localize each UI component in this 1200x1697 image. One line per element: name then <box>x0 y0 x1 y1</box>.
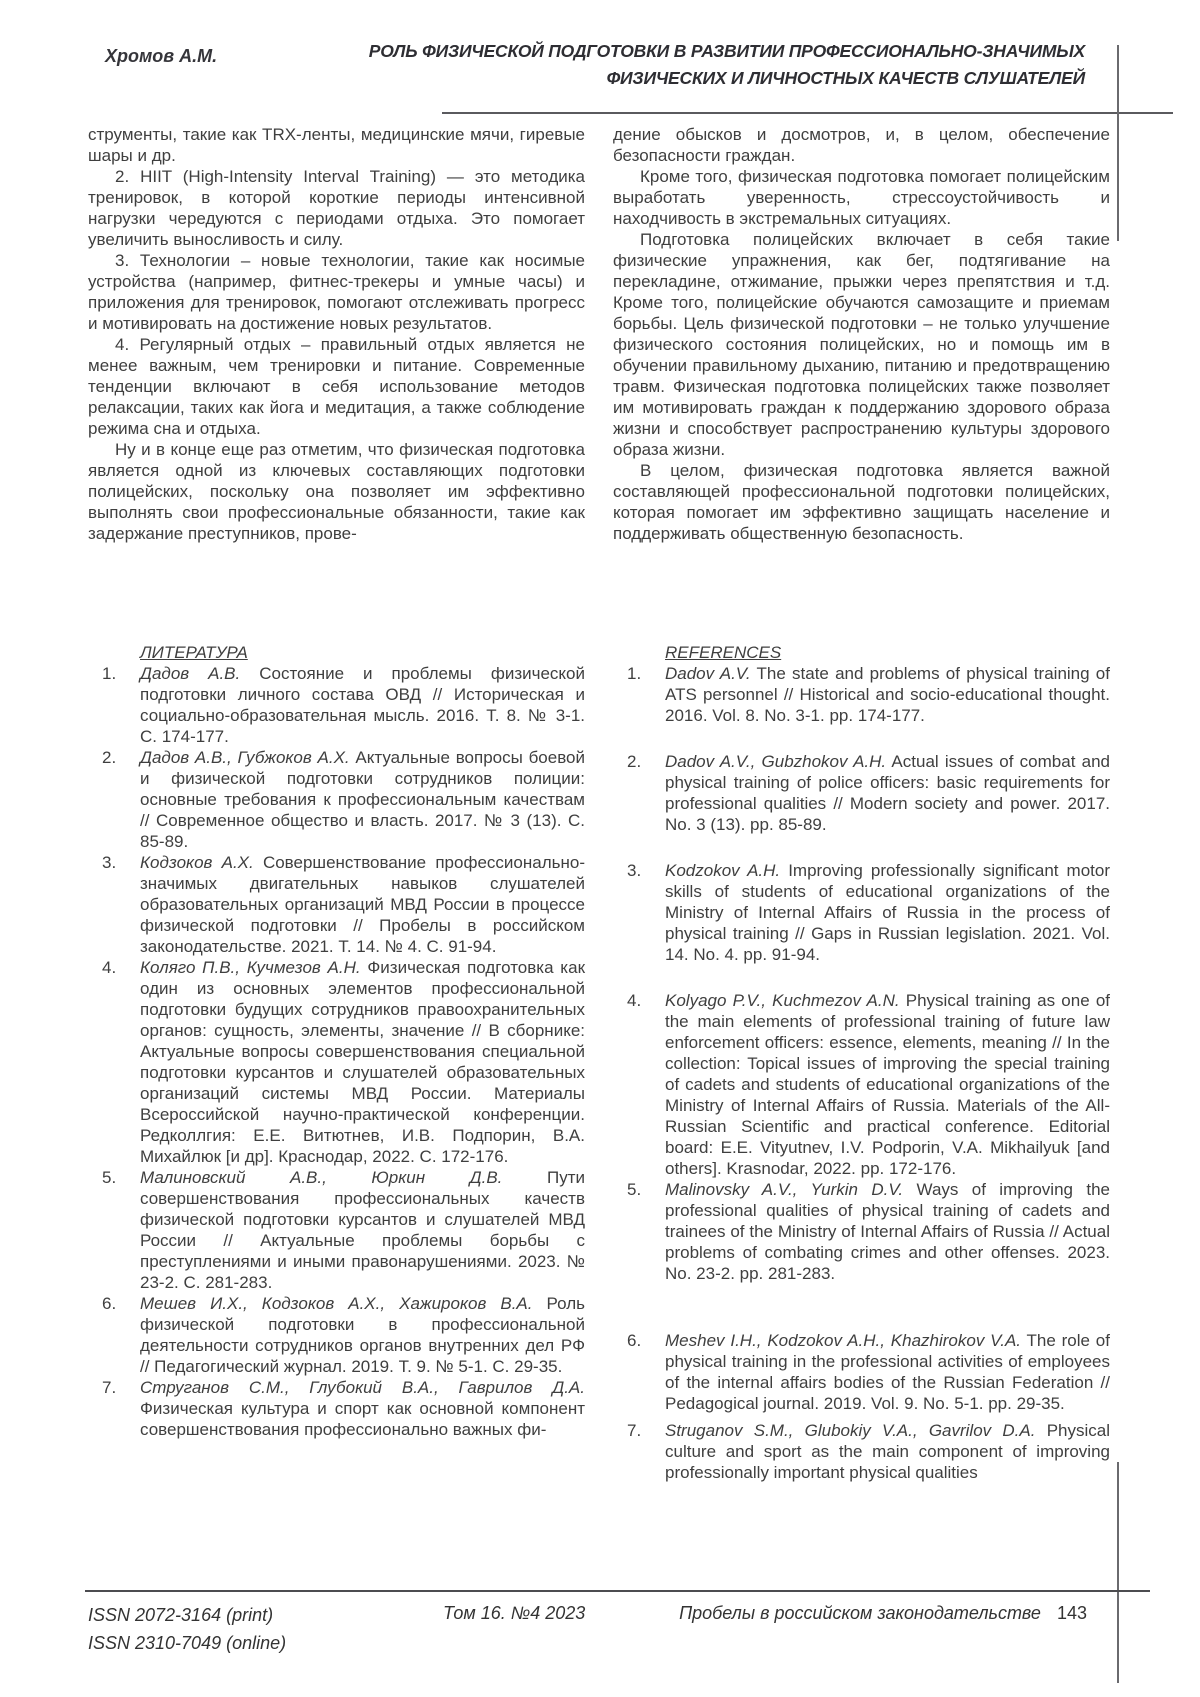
paragraph: В целом, физическая подготовка является важной составляющей профессиональной подготовки полицейских, которая помогает им эффективно защищать население и поддерживать общественную безопасность. <box>613 461 1110 543</box>
paragraph: Кроме того, физическая подготовка помогает полицейским выработать уверенность, стрессоустойчивость и находчивость в экстремальных ситуациях. <box>613 167 1110 228</box>
reference-item <box>88 957 585 1167</box>
page-header-author: Хромов А.М. <box>105 46 218 66</box>
reference-number: 2. <box>627 752 642 771</box>
footer-rule <box>85 1590 1150 1592</box>
reference-number: 4. <box>102 958 117 977</box>
left-column <box>88 124 585 1483</box>
reference-item <box>88 852 585 957</box>
reference-number: 1. <box>627 664 642 683</box>
reference-authors: Kodzokov A.H. <box>665 861 781 880</box>
issn-print: ISSN 2072-3164 (print) <box>88 1605 274 1625</box>
reference-authors: Dadov A.V., Gubzhokov A.H. <box>665 752 887 771</box>
left-column-text <box>88 124 585 642</box>
reference-authors: Dadov A.V. <box>665 664 751 683</box>
reference-authors: Струганов С.М., Глубокий В.А., Гаврилов Д.А. <box>140 1378 585 1397</box>
footer-volume: Том 16. №4 2023 <box>443 1603 586 1623</box>
reference-text: The state and problems of physical training of ATS personnel // Historical and socio-educational thought. 2016. Vol. 8. No. 3-1. pp. 174-177. <box>665 664 1110 725</box>
reference-item <box>88 663 585 747</box>
footer-issn <box>88 1601 286 1657</box>
reference-item <box>88 1377 585 1440</box>
article-title <box>369 38 1085 92</box>
literature-section <box>88 642 585 1440</box>
reference-number: 7. <box>627 1421 642 1440</box>
reference-text: Актуальные вопросы боевой и физической подготовки сотрудников полиции: основные требования к профессиональным качествам // Современное общество и власть. 2017. № 3 (13). С. 85-89. <box>140 748 586 851</box>
reference-authors: Kolyago P.V., Kuchmezov A.N. <box>665 991 900 1010</box>
literature-heading: ЛИТЕРАТУРА <box>140 643 248 662</box>
reference-number: 4. <box>627 991 642 1010</box>
reference-text: Actual issues of combat and physical training of police officers: basic requirements for professional qualities // Modern society and power. 2017. No. 3 (13). pp. 85-89. <box>665 752 1110 834</box>
reference-text: Пути совершенствования профессиональных качеств физической подготовки курсантов и слушателей МВД России // Актуальные проблемы борьбы с преступлениями и иными правонарушениями. 2023. № 23-2. С. 281-283. <box>140 1168 585 1292</box>
paragraph: Ну и в конце еще раз отметим, что физическая подготовка является одной из ключевых составляющих подготовки полицейских, поскольку она позволяет им эффективно выполнять свои профессиональные обязанности, такие как задержание преступников, прове- <box>88 440 585 543</box>
reference-text: Ways of improving the professional qualities of physical training of cadets and trainees of the Ministry of Internal Affairs of Russia // Actual problems of combating crimes and other offenses. 2023. No. 23-2. pp. 281-283. <box>665 1180 1110 1283</box>
article-title-line-1: РОЛЬ ФИЗИЧЕСКОЙ ПОДГОТОВКИ В РАЗВИТИИ ПРОФЕССИОНАЛЬНО-ЗНАЧИМЫХ <box>368 41 1085 61</box>
article-body <box>88 124 1110 1483</box>
reference-text: Совершенствование профессионально-значимых двигательных навыков слушателей образовательных организаций МВД России в процессе физической подготовки // Пробелы в российском законодательстве. 2021. Т. 14. № 4. С. 91-94. <box>140 853 585 956</box>
right-column <box>613 124 1110 1483</box>
paragraph: дение обысков и досмотров, и, в целом, обеспечение безопасности граждан. <box>613 125 1110 165</box>
reference-authors: Коляго П.В., Кучмезов А.Н. <box>140 958 361 977</box>
reference-text: Роль физической подготовки в профессиональной деятельности сотрудников органов внутренних дел РФ // Педагогический журнал. 2019. Т. 9. № 5-1. С. 29-35. <box>140 1294 585 1376</box>
references-section <box>613 642 1110 1483</box>
reference-item <box>613 1330 1110 1414</box>
reference-number: 2. <box>102 748 117 767</box>
reference-text: Физическая культура и спорт как основной компонент совершенствования профессионально важных фи- <box>140 1399 585 1439</box>
paragraph: 4. Регулярный отдых – правильный отдых является не менее важным, чем тренировки и питание. Современные тенденции включают в себя использование методов релаксации, таких как йога и медитация, а также соблюдение режима сна и отдыха. <box>88 335 585 438</box>
reference-number: 3. <box>627 861 642 880</box>
reference-authors: Meshev I.H., Kodzokov A.H., Khazhirokov V.A. <box>665 1331 1022 1350</box>
reference-number: 5. <box>627 1180 642 1199</box>
reference-authors: Дадов А.В. <box>140 664 241 683</box>
reference-text: Физическая подготовка как один из основных элементов профессиональной подготовки будущих сотрудников правоохранительных органов: сущность, элементы, значение // В сборнике: Актуальные вопросы совершенствования специальной подготовки курсантов и слушателей образовательных организаций системы МВД России. Материалы Всероссийской научно-практической конференции. Редколлгия: Е.Е. Витютнев, И.В. Подпорин, В.А. Михайлюк [и др]. Краснодар, 2022. С. 172-176. <box>140 958 586 1166</box>
paragraph: Подготовка полицейских включает в себя такие физические упражнения, как бег, подтягивание на перекладине, отжимание, прыжки через препятствия и т.д. Кроме того, полицейские обучаются самозащите и приемам борьбы. Цель физической подготовки – не только улучшение физического состояния полицейских, но и помощь им в обучении правильному дыханию, питанию и предотвращению травм. Физическая подготовка полицейских также позволяет им мотивировать граждан к поддержанию здорового образа жизни и способствует распространению культуры здорового образа жизни. <box>613 230 1110 459</box>
right-margin-rule-bottom <box>1117 1462 1119 1683</box>
reference-authors: Struganov S.M., Glubokiy V.A., Gavrilov D.A. <box>665 1421 1036 1440</box>
paragraph: 2. HIIT (High-Intensity Interval Training) — это методика тренировок, в которой короткие периоды интенсивной нагрузки чередуются с периодами отдыха. Это помогает увеличить выносливость и силу. <box>88 167 585 249</box>
paragraph: 3. Технологии – новые технологии, такие как носимые устройства (например, фитнес-трекеры и умные часы) и приложения для тренировок, помогают отслеживать прогресс и мотивировать на достижение новых результатов. <box>88 251 585 333</box>
reference-item <box>613 1420 1110 1483</box>
reference-item <box>88 1293 585 1377</box>
reference-item <box>88 1167 585 1293</box>
reference-number: 5. <box>102 1168 117 1187</box>
reference-number: 7. <box>102 1378 117 1397</box>
paragraph: струменты, такие как TRX-ленты, медицинские мячи, гиревые шары и др. <box>88 125 585 165</box>
reference-number: 6. <box>627 1331 642 1350</box>
reference-authors: Мешев И.Х., Кодзоков А.Х., Хажироков В.А. <box>140 1294 533 1313</box>
right-column-text <box>613 124 1110 642</box>
reference-text: The role of physical training in the professional activities of employees of the internal affairs bodies of the Russian Federation // Pedagogical journal. 2019. Vol. 9. No. 5-1. pp. 29-35. <box>665 1331 1110 1413</box>
footer-journal-page <box>679 1603 1087 1624</box>
page-number: 143 <box>1056 1603 1087 1623</box>
reference-item <box>88 747 585 852</box>
reference-text: Состояние и проблемы физической подготовки личного состава ОВД // Историческая и социально-образовательная мысль. 2016. Т. 8. № 3-1. С. 174-177. <box>140 664 585 746</box>
reference-item <box>613 1179 1110 1284</box>
reference-item <box>613 751 1110 835</box>
reference-text: Physical culture and sport as the main component of improving professionally important physical qualities <box>665 1421 1111 1482</box>
reference-number: 6. <box>102 1294 117 1313</box>
reference-authors: Кодзоков А.Х. <box>140 853 254 872</box>
issn-online: ISSN 2310-7049 (online) <box>88 1633 287 1653</box>
reference-item <box>613 663 1110 726</box>
reference-item <box>613 990 1110 1179</box>
right-margin-rule-top <box>1117 45 1119 241</box>
reference-text: Improving professionally significant motor skills of students of educational organizations of the Ministry of Internal Affairs of Russia in the process of physical training // Gaps in Russian legislation. 2021. Vol. 14. No. 4. pp. 91-94. <box>665 861 1111 964</box>
reference-authors: Дадов А.В., Губжоков А.Х. <box>140 748 350 767</box>
references-heading: REFERENCES <box>665 643 782 662</box>
reference-text: Physical training as one of the main elements of professional training of future law enforcement officers: essence, elements, meaning // In the collection: Topical issues of improving the special training of cadets and students of educational organizations of the Ministry of Internal Affairs of Russia. Materials of the All-Russian Scientific and practical conference. Editorial board: E.E. Vityutnev, I.V. Podporin, V.A. Mikhailyuk [and others]. Krasnodar, 2022. pp. 172-176. <box>665 991 1110 1178</box>
article-title-line-2: ФИЗИЧЕСКИХ И ЛИЧНОСТНЫХ КАЧЕСТВ СЛУШАТЕЛЕЙ <box>606 68 1085 88</box>
header-rule <box>442 112 1173 114</box>
reference-authors: Malinovsky A.V., Yurkin D.V. <box>665 1180 904 1199</box>
reference-authors: Малиновский А.В., Юркин Д.В. <box>140 1168 503 1187</box>
reference-number: 1. <box>102 664 117 683</box>
reference-number: 3. <box>102 853 117 872</box>
journal-name: Пробелы в российском законодательстве <box>679 1603 1041 1623</box>
reference-item <box>613 860 1110 965</box>
